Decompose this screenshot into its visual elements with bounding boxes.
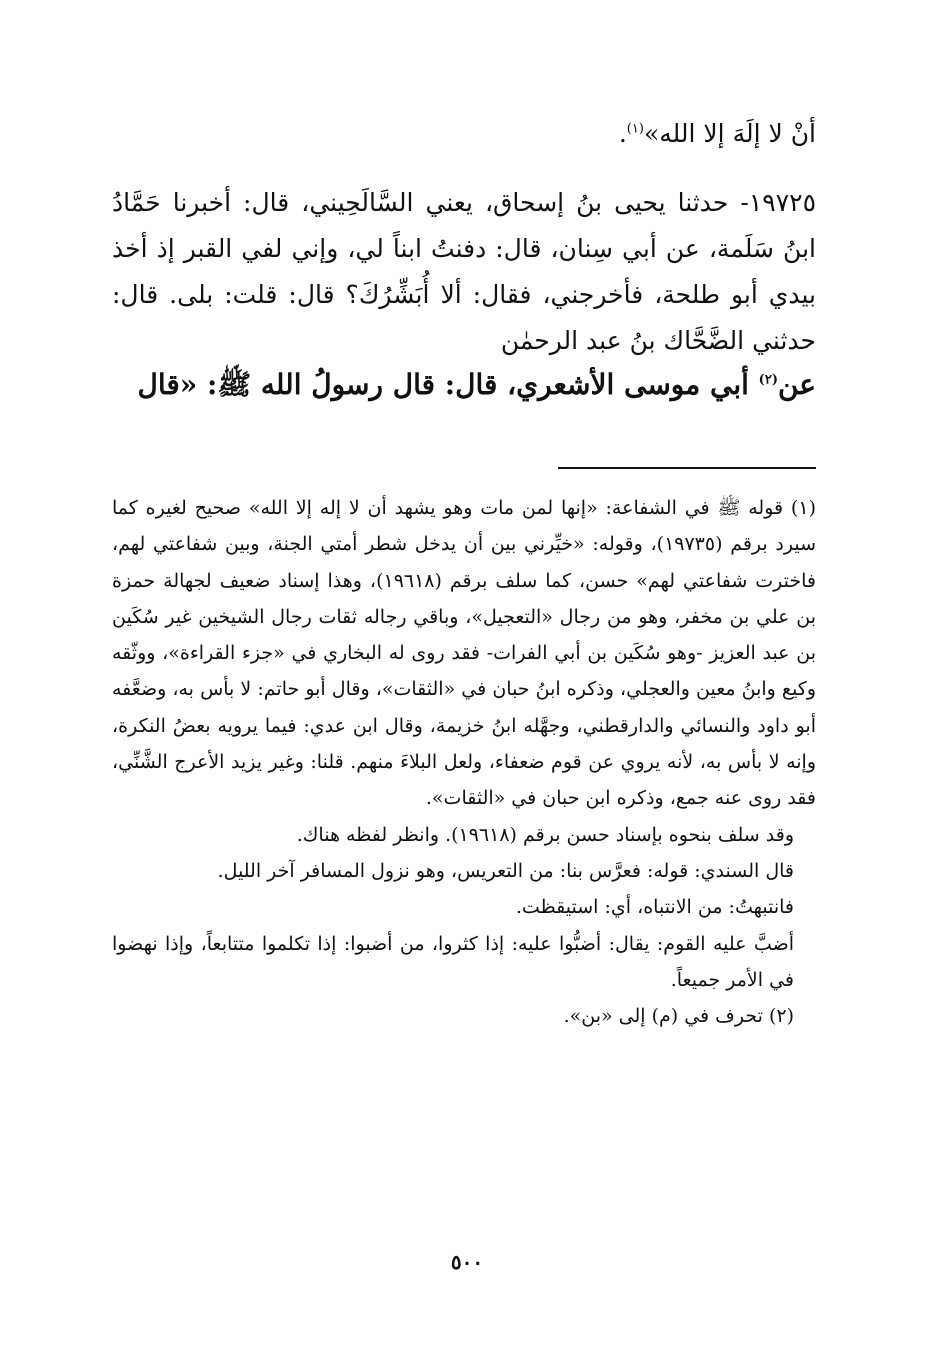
footnote-separator	[558, 467, 816, 469]
main-text-top	[112, 110, 816, 158]
sindi-note: قال السندي: قوله: فعرَّس بنا: من التعريس، وهو نزول المسافر آخر الليل.	[217, 859, 794, 882]
footnote-2: (٢) تحرف في (م) إلى «بن».	[563, 1005, 794, 1028]
opening-line-text: أنْ لا إلَهَ إلا الله»	[643, 119, 816, 148]
page-number: ٥٠٠	[450, 1250, 484, 1274]
hadith-text: ١٩٧٢٥- حدثنا يحيى بنُ إسحاق، يعني السَّالَحِيني، قال: أخبرنا حَمَّادُ ابنُ سَلَمة، عن أبي سِنان، قال: دفنتُ ابناً لي، وإني لفي القبر إذ أخذ بيدي أبو طلحة، فأخرجني، فقال: ألا أُبَشِّرُكَ؟ قال: قلت: بلى. قال: حدثني الضَّحَّاك بنُ عبد الرحمٰن	[112, 188, 816, 355]
narrator-pre: عن	[777, 368, 816, 401]
adabba-note: أضبَّ عليه القوم: يقال: أضبُّوا عليه: إذا كثروا، من أضبوا: إذا تكلموا متتابعاً، وإذا نهضوا في الأمر جميعاً.	[112, 932, 794, 991]
opening-line	[112, 110, 816, 158]
footnotes-section	[112, 490, 816, 1034]
footnote-marker-2: (٢)	[758, 372, 778, 388]
footnote-marker-1: (١)	[626, 121, 644, 137]
footnote-1-continuation: وقد سلف بنحوه بإسناد حسن برقم (١٩٦١٨). وانظر لفظه هناك.	[296, 823, 794, 846]
intabah-note: فانتبهتُ: من الانتباه، أي: استيقظت.	[515, 896, 794, 919]
narrator-post: أبي موسى الأشعري، قال: قال رسولُ الله ﷺ: «قال	[137, 368, 759, 401]
opening-line-end: .	[618, 119, 627, 148]
narrator-line	[112, 362, 816, 408]
footnote-1: (١) قوله ﷺ في الشفاعة: «إنها لمن مات وهو يشهد أن لا إله إلا الله» صحيح لغيره كما سيرد برقم (١٩٧٣٥)، وقوله: «خيِّرني بين أن يدخل شطر أمتي الجنة، وبين شفاعتي لهم، فاخترت شفاعتي لهم» حسن، كما سلف برقم (١٩٦١٨)، وهذا إسناد ضعيف لجهالة حمزة بن علي بن مخفر، وهو من رجال «التعجيل»، وباقي رجاله ثقات رجال الشيخين غير سُكَين بن عبد العزيز -وهو سُكَين بن أبي الفرات- فقد روى له البخاري في «جزء القراءة»، ووثّقه وكيع وابنُ معين والعجلي، وذكره ابنُ حبان في «الثقات»، وقال أبو حاتم: لا بأس به، وضعَّفه أبو داود والنسائي والدارقطني، وجهَّله ابنُ خزيمة، وقال ابن عدي: فيما يرويه بعضُ النكرة، وإنه لا بأس به، لأنه يروي عن قوم ضعفاء، ولعل البلاءَ منهم. قلنا: وغير يزيد الأعرج الشَّنِّي، فقد روى عنه جمع، وذكره ابن حبان في «الثقات».	[112, 497, 816, 810]
narrator-block	[112, 362, 816, 408]
hadith-block	[112, 180, 816, 364]
